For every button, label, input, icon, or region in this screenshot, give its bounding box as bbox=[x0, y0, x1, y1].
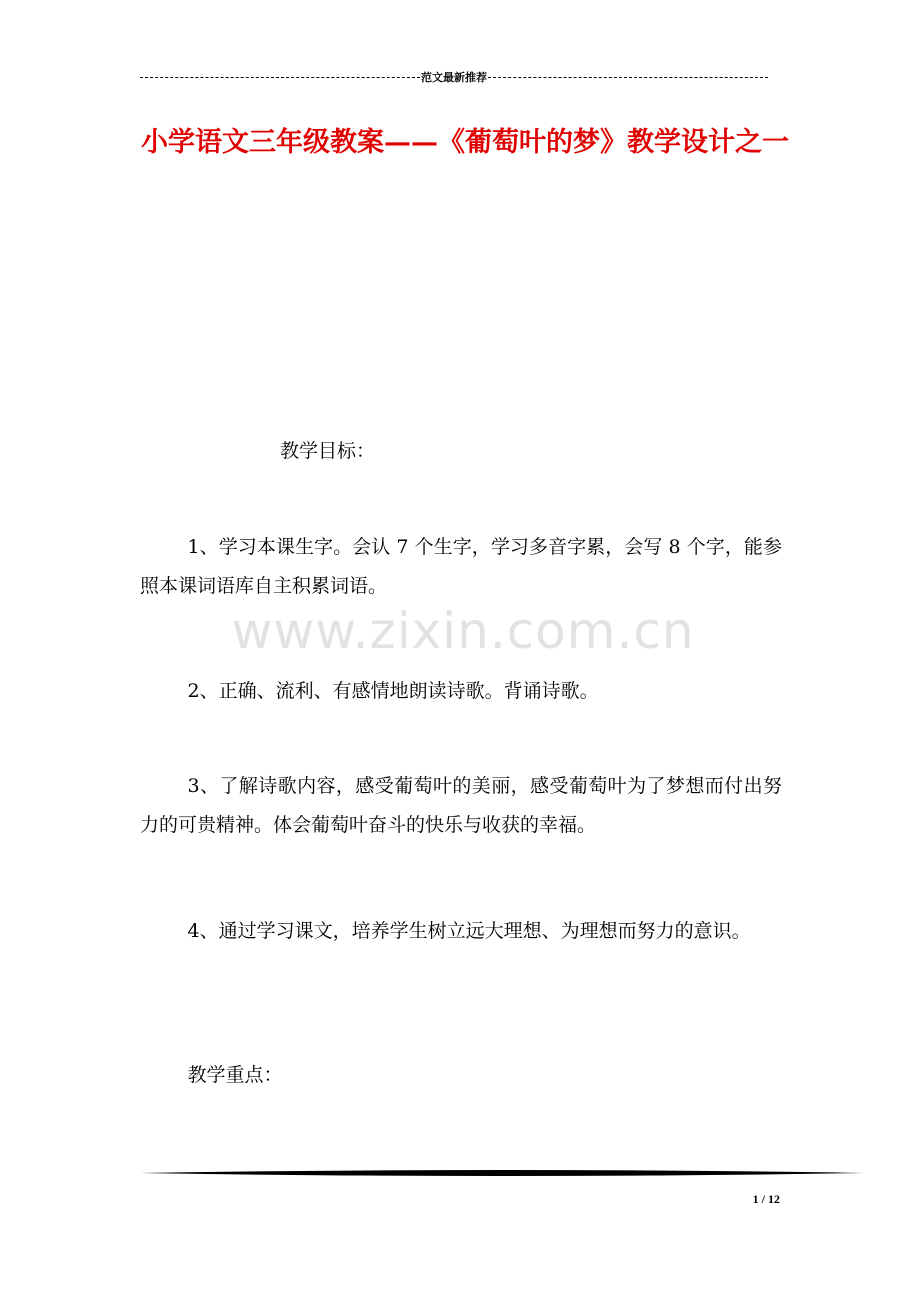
page-number: 1 / 12 bbox=[752, 1192, 780, 1206]
watermark: www.zixin.com.cn bbox=[231, 602, 695, 660]
goal-item-4: 4、通过学习课文，培养学生树立远大理想、为理想而努力的意识。 bbox=[187, 920, 751, 942]
page-header bbox=[140, 68, 768, 86]
section-heading-goals: 教学目标： bbox=[280, 440, 376, 462]
document-title: 小学语文三年级教案——《葡萄叶的梦》教学设计之一 bbox=[141, 127, 789, 158]
header-dashes-left bbox=[140, 77, 420, 78]
header-text: 范文最新推荐 bbox=[421, 71, 487, 84]
header-dashes-right bbox=[488, 77, 768, 78]
section-heading-focus: 教学重点： bbox=[187, 1064, 283, 1086]
footer-rule bbox=[140, 1168, 864, 1178]
goal-item-3: 3、了解诗歌内容，感受葡萄叶的美丽，感受葡萄叶为了梦想而付出努力的可贵精神。体会葡萄叶奋斗的快乐与收获的幸福。 bbox=[140, 775, 782, 836]
goal-item-2: 2、正确、流利、有感情地朗读诗歌。背诵诗歌。 bbox=[187, 680, 599, 702]
goal-item-1: 1、学习本课生字。会认 7 个生字，学习多音字累，会写 8 个字，能参照本课词语库自主积累词语。 bbox=[140, 536, 782, 597]
